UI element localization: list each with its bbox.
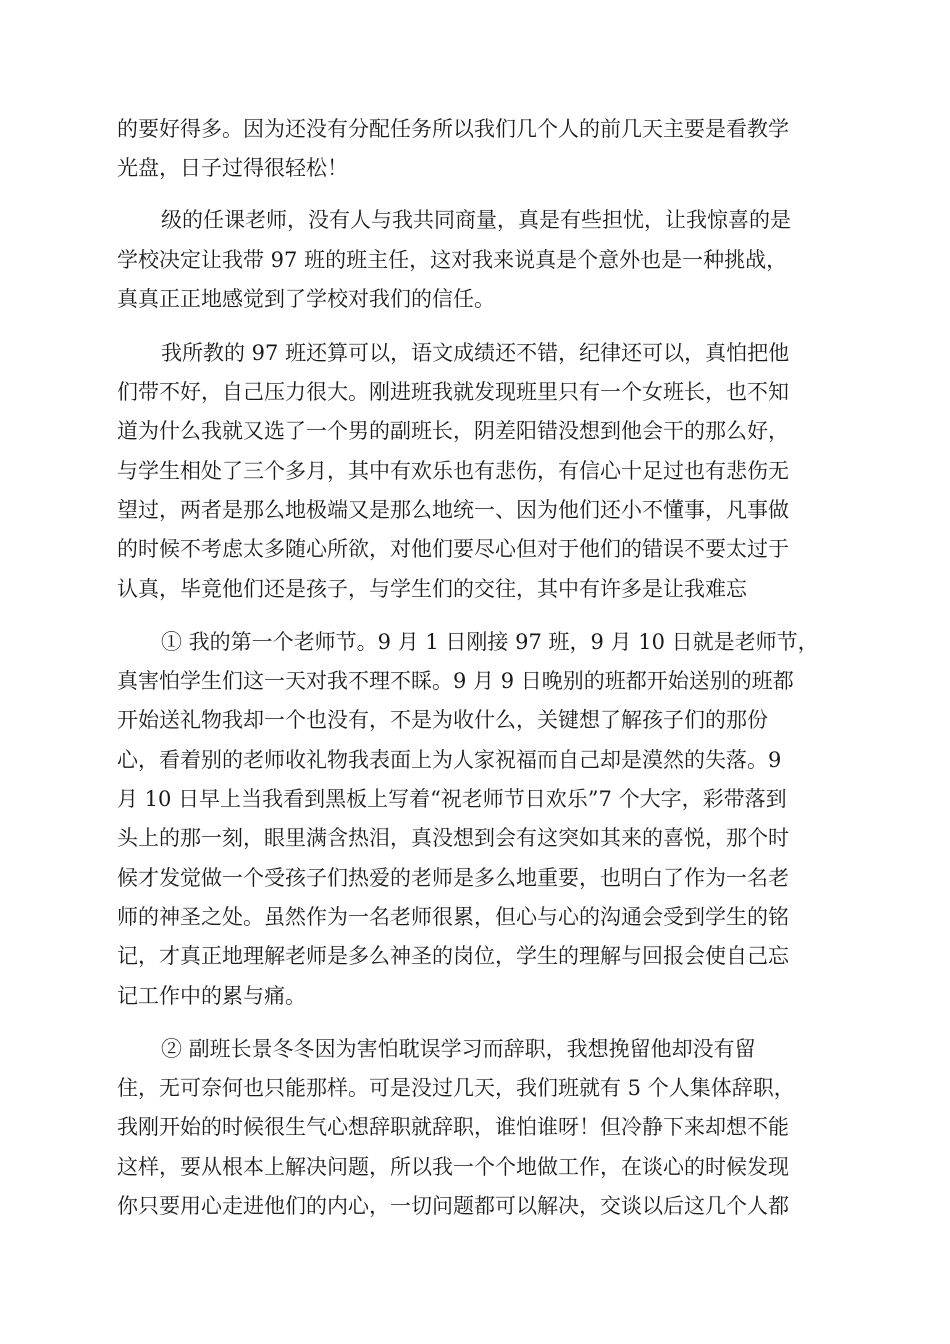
text-line: 头上的那一刻，眼里满含热泪，真没想到会有这突如其来的喜悦，那个时 — [117, 826, 789, 850]
text-line: 光盘，日子过得很轻松！ — [117, 156, 348, 180]
text-line: 学校决定让我带 97 班的班主任，这对我来说真是个意外也是一种挑战， — [117, 248, 788, 272]
text-line: ① 我的第一个老师节。9 月 1 日刚接 97 班，9 月 10 日就是老师节， — [161, 630, 819, 654]
text-line: 望过，两者是那么地极端又是那么地统一、因为他们还小不懂事，凡事做 — [117, 498, 789, 522]
text-line: 开始送礼物我却一个也没有，不是为收什么，关键想了解孩子们的那份 — [117, 708, 768, 732]
text-line: 的时候不考虑太多随心所欲，对他们要尽心但对于他们的错误不要太过于 — [117, 537, 789, 561]
text-line: ② 副班长景冬冬因为害怕耽误学习而辞职，我想挽留他却没有留 — [161, 1037, 756, 1061]
text-line: 的要好得多。因为还没有分配任务所以我们几个人的前几天主要是看教学 — [117, 117, 789, 141]
text-line: 认真，毕竟他们还是孩子，与学生们的交往，其中有许多是让我难忘 — [117, 577, 747, 601]
text-line: 真真正正地感觉到了学校对我们的信任。 — [117, 287, 495, 311]
text-line: 住，无可奈何也只能那样。可是没过几天，我们班就有 5 个人集体辞职， — [117, 1076, 795, 1100]
text-line: 与学生相处了三个多月，其中有欢乐也有悲伤，有信心十足过也有悲伤无 — [117, 459, 789, 483]
text-line: 们带不好，自己压力很大。刚进班我就发现班里只有一个女班长，也不知 — [117, 380, 789, 404]
text-line: 真害怕学生们这一天对我不理不睬。9 月 9 日晚别的班都开始送别的班都 — [117, 669, 794, 693]
text-line: 道为什么我就又选了一个男的副班长，阴差阳错没想到他会干的那么好， — [117, 419, 789, 443]
text-line: 记，才真正地理解老师是多么神圣的岗位，学生的理解与回报会使自己忘 — [117, 944, 789, 968]
text-line: 我所教的 97 班还算可以，语文成绩还不错，纪律还可以，真怕把他 — [161, 341, 790, 365]
text-line: 月 10 日早上当我看到黑板上写着“祝老师节日欢乐”7 个大字，彩带落到 — [117, 787, 787, 811]
text-line: 心，看着别的老师收礼物我表面上为人家祝福而自己却是漠然的失落。9 — [117, 748, 782, 772]
text-line: 我刚开始的时候很生气心想辞职就辞职，谁怕谁呀！但冷静下来却想不能 — [117, 1115, 789, 1139]
text-line: 你只要用心走进他们的内心，一切问题都可以解决，交谈以后这几个人都 — [117, 1194, 789, 1218]
text-line: 记工作中的累与痛。 — [117, 984, 306, 1008]
text-line: 候才发觉做一个受孩子们热爱的老师是多么地重要，也明白了作为一名老 — [117, 866, 789, 890]
text-line: 级的任课老师，没有人与我共同商量，真是有些担忧，让我惊喜的是 — [161, 208, 791, 232]
text-line: 这样，要从根本上解决问题，所以我一个个地做工作，在谈心的时候发现 — [117, 1155, 789, 1179]
text-line: 师的神圣之处。虽然作为一名老师很累，但心与心的沟通会受到学生的铭 — [117, 905, 789, 929]
